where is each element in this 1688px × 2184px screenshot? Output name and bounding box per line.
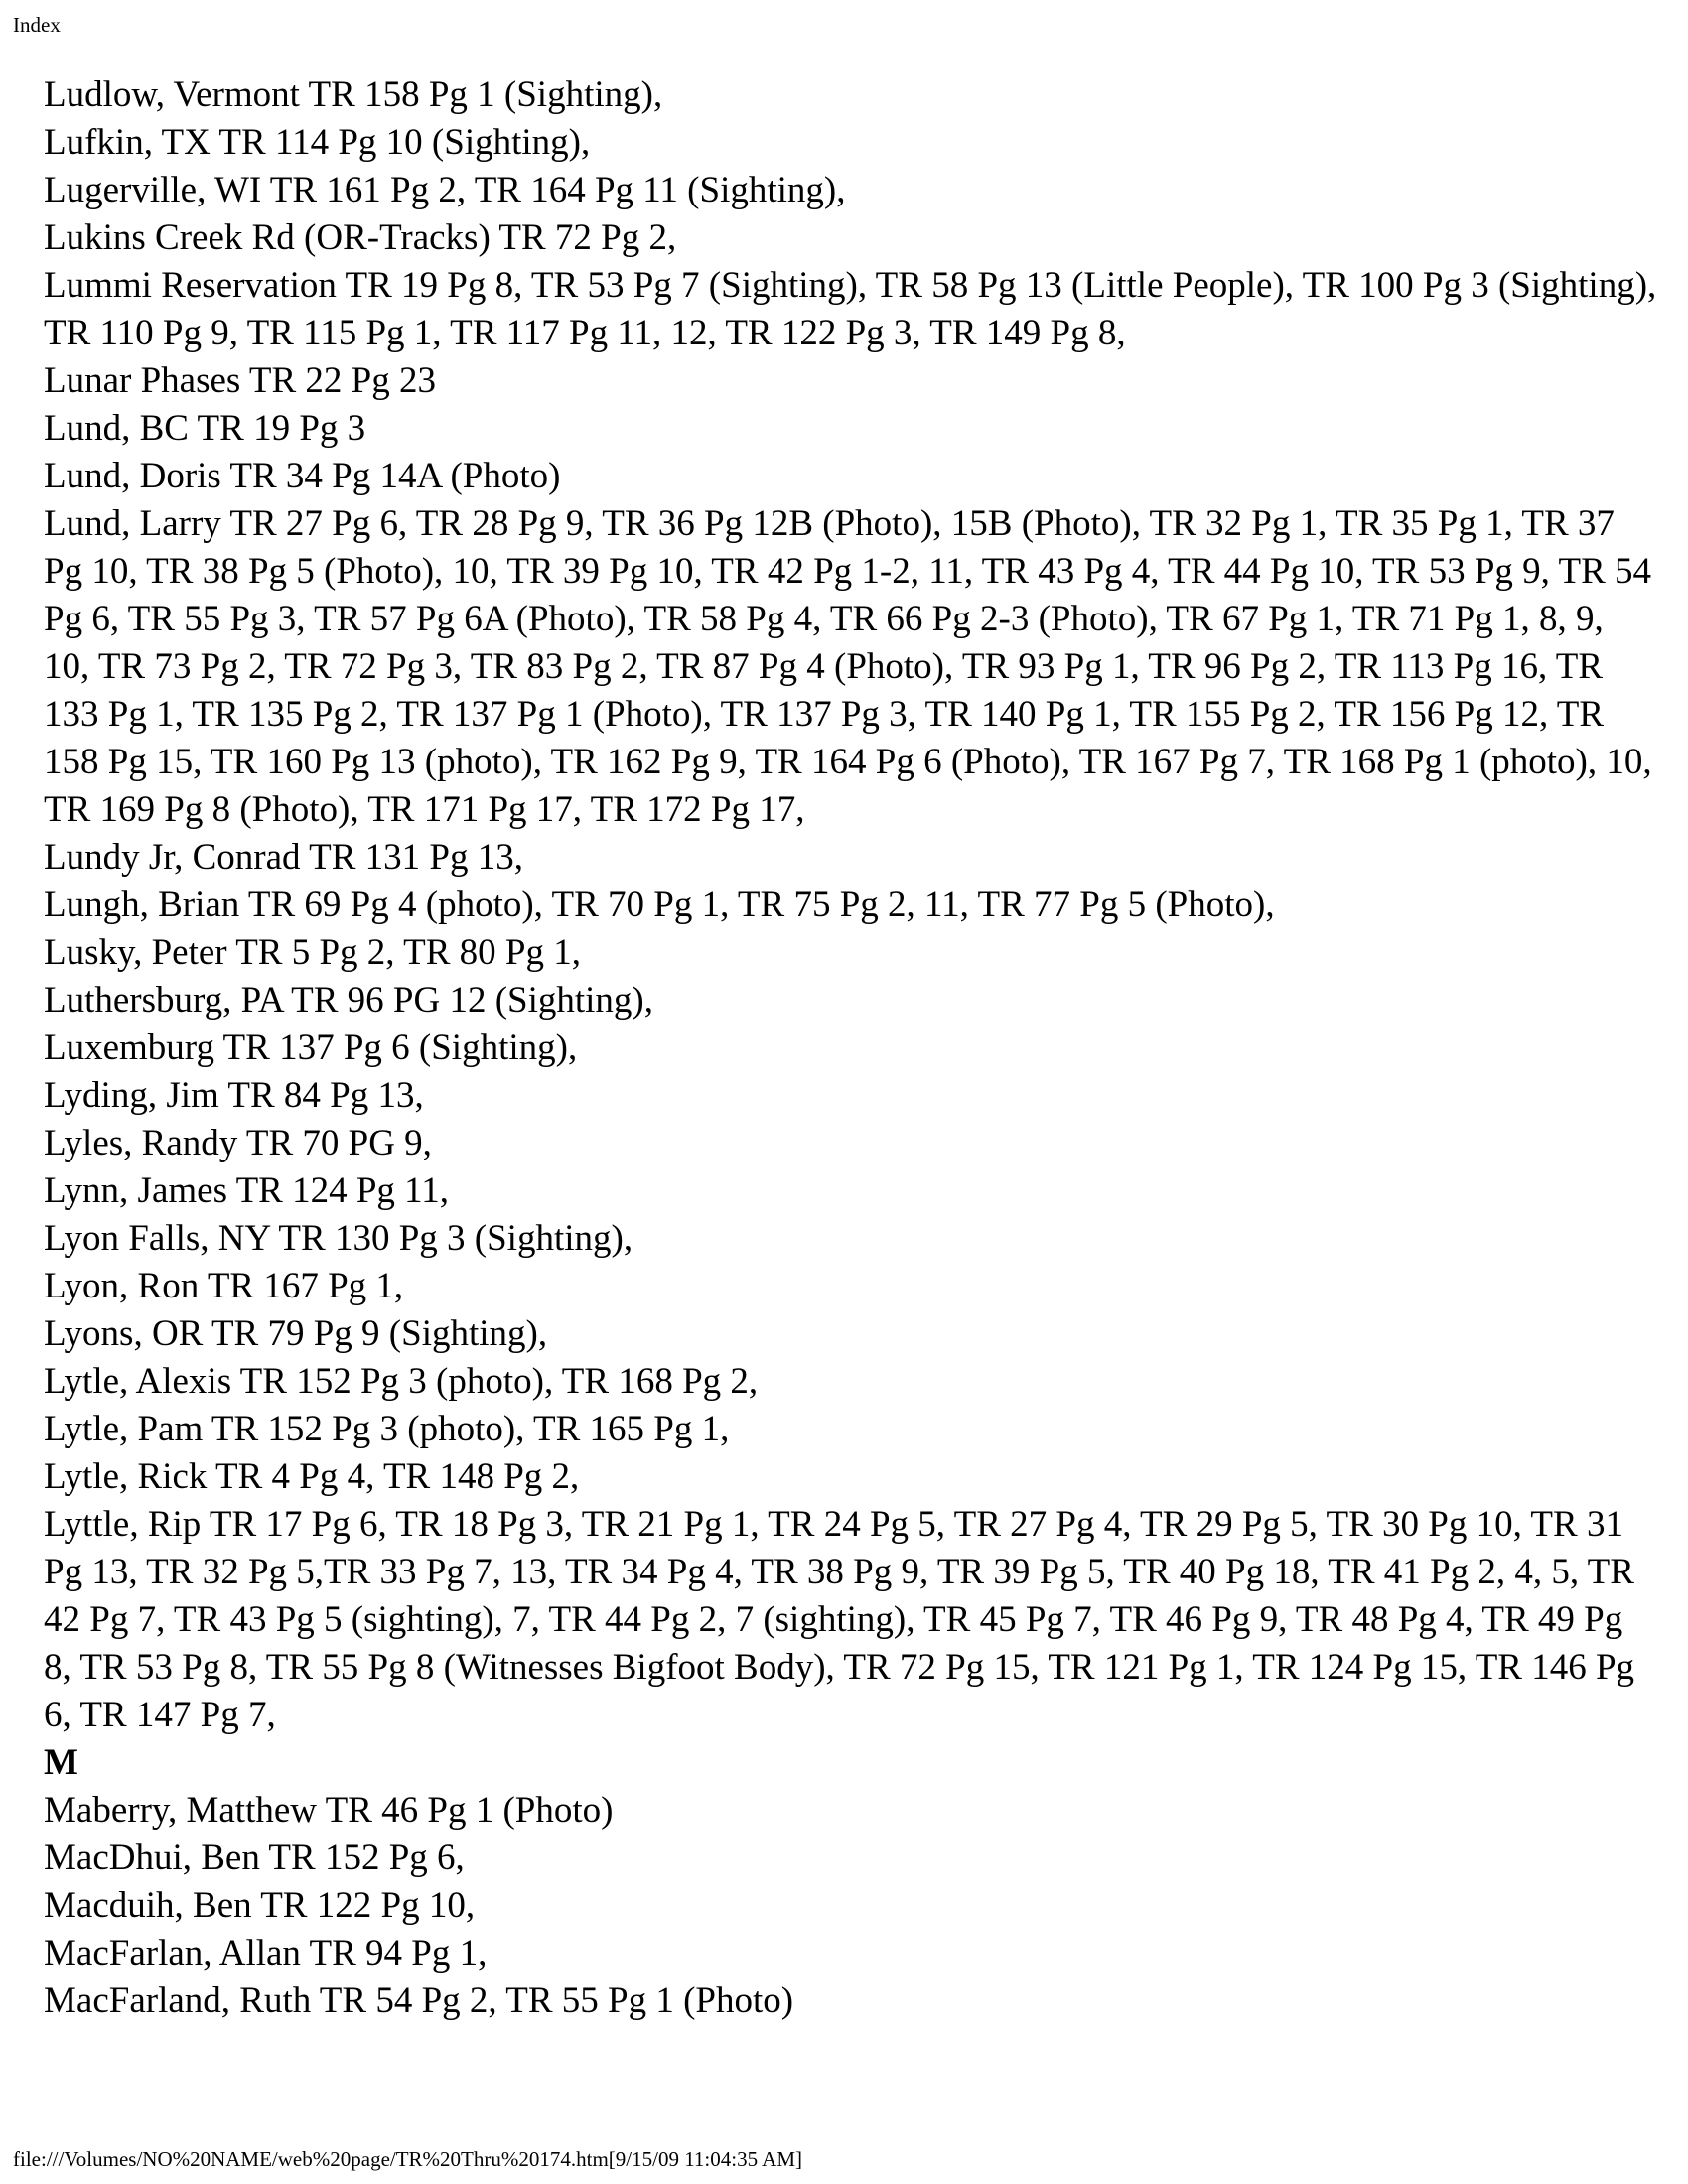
index-entry: Lyon Falls, NY TR 130 Pg 3 (Sighting), bbox=[44, 1218, 633, 1259]
index-entry: Lund, BC TR 19 Pg 3 bbox=[44, 408, 366, 449]
index-entry: MacFarland, Ruth TR 54 Pg 2, TR 55 Pg 1 (Photo) bbox=[44, 1980, 794, 2021]
index-entry: Lyons, OR TR 79 Pg 9 (Sighting), bbox=[44, 1313, 548, 1354]
index-entry: Maberry, Matthew TR 46 Pg 1 (Photo) bbox=[44, 1790, 614, 1831]
index-entry: Ludlow, Vermont TR 158 Pg 1 (Sighting), bbox=[44, 74, 663, 115]
index-entry: Lungh, Brian TR 69 Pg 4 (photo), TR 70 Pg 1, TR 75 Pg 2, 11, TR 77 Pg 5 (Photo), bbox=[44, 885, 1275, 925]
index-entry: Lytle, Rick TR 4 Pg 4, TR 148 Pg 2, bbox=[44, 1456, 580, 1497]
index-entry: MacDhui, Ben TR 152 Pg 6, bbox=[44, 1838, 465, 1878]
index-entry: Lukins Creek Rd (OR-Tracks) TR 72 Pg 2, bbox=[44, 217, 677, 258]
index-entry: Lyles, Randy TR 70 PG 9, bbox=[44, 1123, 432, 1163]
index-entry: Lyon, Ron TR 167 Pg 1, bbox=[44, 1266, 404, 1306]
index-entry: Lund, Doris TR 34 Pg 14A (Photo) bbox=[44, 456, 561, 496]
index-entry: Lugerville, WI TR 161 Pg 2, TR 164 Pg 11 (Sighting), bbox=[44, 170, 846, 210]
page-header-title: Index bbox=[13, 13, 61, 37]
index-entry: Lyttle, Rip TR 17 Pg 6, TR 18 Pg 3, TR 21 Pg 1, TR 24 Pg 5, TR 27 Pg 4, TR 29 Pg 5, TR 30 Pg 10, TR 31 Pg 13, TR 32 Pg 5,TR 33 Pg 7, 13, TR 34 Pg 4, TR 38 Pg 9, TR 39 Pg 5, TR 40 Pg 18, TR 41 Pg 2, 4, 5, TR 42 Pg 7, TR 43 Pg 5 (sighting), 7, TR 44 Pg 2, 7 (sighting), TR 45 Pg 7, TR 46 Pg 9, TR 48 Pg 4, TR 49 Pg 8, TR 53 Pg 8, TR 55 Pg 8 (Witnesses Bigfoot Body), TR 72 Pg 15, TR 121 Pg 1, TR 124 Pg 15, TR 146 Pg 6, TR 147 Pg 7, bbox=[44, 1504, 1635, 1735]
index-entry: Macduih, Ben TR 122 Pg 10, bbox=[44, 1885, 476, 1926]
index-entry: Lyding, Jim TR 84 Pg 13, bbox=[44, 1075, 424, 1116]
index-entry: Lynn, James TR 124 Pg 11, bbox=[44, 1170, 450, 1211]
index-entry: Lusky, Peter TR 5 Pg 2, TR 80 Pg 1, bbox=[44, 932, 581, 973]
page-footer-url: file:///Volumes/NO%20NAME/web%20page/TR%20Thru%20174.htm[9/15/09 11:04:35 AM] bbox=[13, 2147, 803, 2171]
index-entry: Lummi Reservation TR 19 Pg 8, TR 53 Pg 7 (Sighting), TR 58 Pg 13 (Little People), TR 100 Pg 3 (Sighting), TR 110 Pg 9, TR 115 Pg 1, TR 117 Pg 11, 12, TR 122 Pg 3, TR 149 Pg 8, bbox=[44, 265, 1657, 353]
index-entry: Luthersburg, PA TR 96 PG 12 (Sighting), bbox=[44, 980, 654, 1021]
index-entry: Lundy Jr, Conrad TR 131 Pg 13, bbox=[44, 837, 523, 878]
index-entry: MacFarlan, Allan TR 94 Pg 1, bbox=[44, 1933, 488, 1974]
index-entry: Lufkin, TX TR 114 Pg 10 (Sighting), bbox=[44, 122, 591, 163]
index-entry: Lytle, Pam TR 152 Pg 3 (photo), TR 165 Pg 1, bbox=[44, 1409, 730, 1449]
section-heading-m: M bbox=[44, 1742, 78, 1783]
index-body bbox=[44, 71, 1657, 2025]
index-entry: Luxemburg TR 137 Pg 6 (Sighting), bbox=[44, 1027, 578, 1068]
index-entry: Lytle, Alexis TR 152 Pg 3 (photo), TR 168 Pg 2, bbox=[44, 1361, 759, 1402]
index-entry: Lund, Larry TR 27 Pg 6, TR 28 Pg 9, TR 36 Pg 12B (Photo), 15B (Photo), TR 32 Pg 1, TR 35 Pg 1, TR 37 Pg 10, TR 38 Pg 5 (Photo), 10, TR 39 Pg 10, TR 42 Pg 1-2, 11, TR 43 Pg 4, TR 44 Pg 10, TR 53 Pg 9, TR 54 Pg 6, TR 55 Pg 3, TR 57 Pg 6A (Photo), TR 58 Pg 4, TR 66 Pg 2-3 (Photo), TR 67 Pg 1, TR 71 Pg 1, 8, 9, 10, TR 73 Pg 2, TR 72 Pg 3, TR 83 Pg 2, TR 87 Pg 4 (Photo), TR 93 Pg 1, TR 96 Pg 2, TR 113 Pg 16, TR 133 Pg 1, TR 135 Pg 2, TR 137 Pg 1 (Photo), TR 137 Pg 3, TR 140 Pg 1, TR 155 Pg 2, TR 156 Pg 12, TR 158 Pg 15, TR 160 Pg 13 (photo), TR 162 Pg 9, TR 164 Pg 6 (Photo), TR 167 Pg 7, TR 168 Pg 1 (photo), 10, TR 169 Pg 8 (Photo), TR 171 Pg 17, TR 172 Pg 17, bbox=[44, 503, 1652, 830]
index-entry: Lunar Phases TR 22 Pg 23 bbox=[44, 360, 437, 401]
